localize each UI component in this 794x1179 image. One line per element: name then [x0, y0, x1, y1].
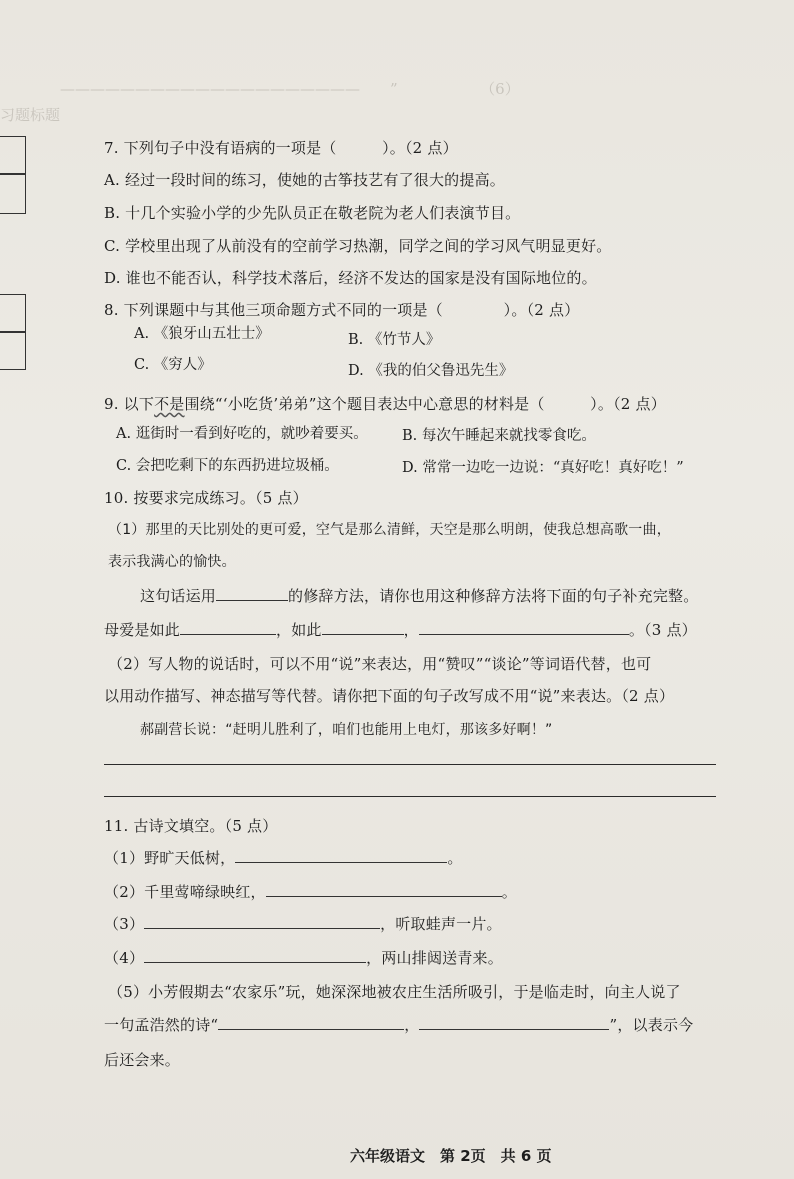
fill-blank-3[interactable]	[419, 620, 629, 635]
q9-stem	[104, 394, 666, 414]
poem-blank-5b[interactable]	[419, 1015, 609, 1030]
fill-connector: ，如此	[276, 621, 322, 639]
poem-5-pre: 一句孟浩然的诗“	[104, 1016, 219, 1034]
score-box	[0, 332, 26, 370]
q10-part2-sentence: 郝副营长说：“赶明儿胜利了，咱们也能用上电灯，那该多好啊！”	[140, 722, 553, 738]
poem-2-post: 。	[501, 883, 517, 901]
poem-2-pre: （2）千里莺啼绿映红，	[104, 883, 266, 901]
bleed-through-text: 习题标题	[0, 106, 61, 124]
q7-option-d: D. 谁也不能否认，科学技术落后，经济不发达的国家是没有国际地位的。	[104, 269, 597, 287]
fill-comma: ，	[403, 621, 419, 639]
page-footer: 六年级语文 第 2页 共 6 页	[350, 1147, 552, 1165]
q11-line-5-end: 后还会来。	[104, 1051, 181, 1069]
poem-blank-3[interactable]	[144, 914, 380, 929]
q9-stem-prefix: 9. 以下	[104, 395, 155, 413]
fill-prefix: 母爱是如此	[104, 621, 181, 639]
poem-3-post: ，听取蛙声一片。	[380, 915, 502, 933]
poem-5-post: ”，以表示今	[609, 1016, 694, 1034]
q9-option-b: B. 每次午睡起来就找零食吃。	[402, 428, 596, 444]
q10-part1-sentence-cont: 表示我满心的愉快。	[108, 554, 236, 570]
answer-line-2[interactable]	[104, 796, 716, 797]
q10-part2-instruction-cont: 以用动作描写、神态描写等代替。请你把下面的句子改写成不用“说”来表达。（2 点）	[104, 687, 675, 705]
q8-option-b: B. 《竹节人》	[348, 332, 441, 348]
score-box	[0, 174, 26, 214]
q11-line-5-fill	[104, 1015, 693, 1035]
q10-part2-instruction: （2）写人物的说话时，可以不用“说”来表达，用“赞叹”“谈论”等词语代替，也可	[108, 655, 652, 673]
q11-stem: 11. 古诗文填空。（5 点）	[104, 817, 278, 835]
q10-stem: 10. 按要求完成练习。（5 点）	[104, 489, 308, 507]
q11-line-4	[104, 948, 503, 968]
poem-3-pre: （3）	[104, 915, 145, 933]
q10-part1-fill	[104, 620, 697, 640]
q7-option-c: C. 学校里出现了从前没有的空前学习热潮，同学之间的学习风气明显更好。	[104, 237, 612, 255]
poem-5-mid: ，	[404, 1016, 420, 1034]
q8-option-a: A. 《狼牙山五壮士》	[134, 326, 270, 342]
q7-option-b: B. 十几个实验小学的少先队员正在敬老院为老人们表演节目。	[104, 204, 521, 222]
poem-blank-4[interactable]	[144, 948, 366, 963]
q9-option-c: C. 会把吃剩下的东西扔进垃圾桶。	[116, 458, 339, 474]
fill-end: 。（3 点）	[628, 621, 697, 639]
poem-blank-5a[interactable]	[218, 1015, 404, 1030]
poem-blank-2[interactable]	[266, 882, 502, 897]
poem-1-pre: （1）野旷天低树，	[104, 849, 236, 867]
fill-blank-1[interactable]	[180, 620, 276, 635]
answer-line-1[interactable]	[104, 764, 716, 765]
q7-option-a: A. 经过一段时间的练习，使她的古筝技艺有了很大的提高。	[104, 171, 505, 189]
q10-part1-question-pre: 这句话运用	[140, 587, 217, 605]
q9-option-d: D. 常常一边吃一边说：“真好吃！真好吃！”	[402, 460, 684, 476]
q11-line-5: （5）小芳假期去“农家乐”玩，她深深地被农庄生活所吸引，于是临走时，向主人说了	[108, 983, 681, 1001]
q9-stem-emphasis: 不是	[154, 395, 185, 413]
q8-option-c: C. 《穷人》	[134, 357, 212, 373]
poem-4-pre: （4）	[104, 949, 145, 967]
poem-4-post: ，两山排闼送青来。	[366, 949, 503, 967]
q7-stem: 7. 下列句子中没有语病的一项是（ ）。（2 点）	[104, 139, 458, 157]
q9-option-a: A. 逛街时一看到好吃的，就吵着要买。	[116, 426, 368, 442]
q8-stem: 8. 下列课题中与其他三项命题方式不同的一项是（ ）。（2 点）	[104, 301, 580, 319]
bleed-through-text: ———————————————————— ” （6）	[60, 80, 520, 98]
rhetoric-blank[interactable]	[216, 586, 288, 601]
q10-part1-question	[140, 586, 698, 606]
poem-1-post: 。	[447, 849, 463, 867]
score-box	[0, 294, 26, 332]
score-box	[0, 136, 26, 174]
q11-line-2	[104, 882, 517, 902]
q11-line-1	[104, 848, 463, 868]
poem-blank-1[interactable]	[235, 848, 447, 863]
q8-option-d: D. 《我的伯父鲁迅先生》	[348, 363, 514, 379]
q9-stem-suffix: 围绕“‘小吃货’弟弟”这个题目表达中心意思的材料是（ ）。（2 点）	[184, 395, 666, 413]
q11-line-3	[104, 914, 502, 934]
fill-blank-2[interactable]	[322, 620, 404, 635]
q10-part1-question-post: 的修辞方法，请你也用这种修辞方法将下面的句子补充完整。	[288, 587, 699, 605]
q10-part1-sentence: （1）那里的天比别处的更可爱，空气是那么清鲜，天空是那么明朗，使我总想高歌一曲，	[108, 522, 671, 538]
